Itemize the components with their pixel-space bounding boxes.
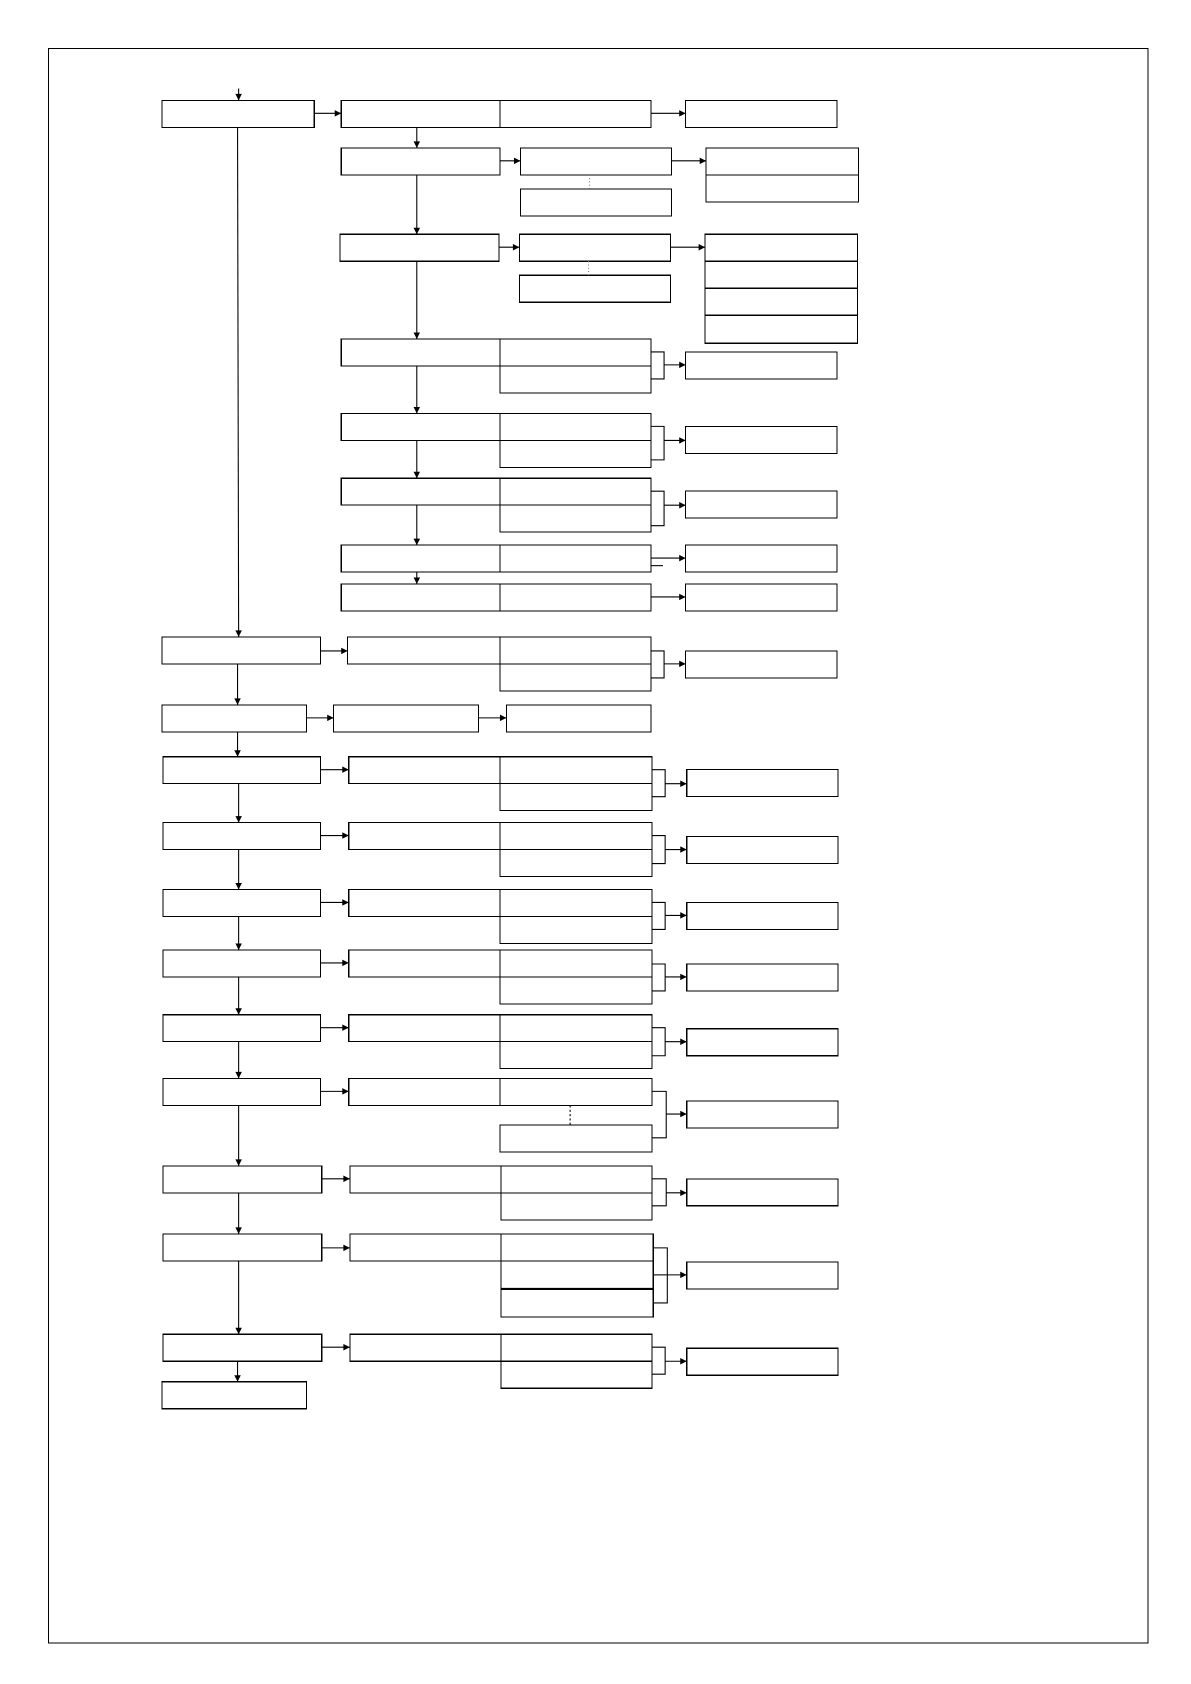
boxes <box>162 100 858 1408</box>
process-detail-box <box>500 100 651 127</box>
main-step-box <box>163 757 321 784</box>
process-detail-box <box>501 1361 652 1388</box>
outcome-list-item-box <box>705 234 857 261</box>
process-detail-box <box>500 413 651 440</box>
process-detail-box <box>500 850 652 877</box>
outcome-box <box>687 837 838 864</box>
process-detail-box <box>501 1334 652 1361</box>
process-detail-box <box>500 545 651 572</box>
outcome-box <box>687 770 838 797</box>
process-detail-box <box>500 889 652 916</box>
process-detail-box <box>500 366 651 393</box>
process-detail-box <box>500 1015 652 1042</box>
outcome-box <box>687 1348 838 1375</box>
bracket-connector <box>652 964 665 991</box>
process-detail-box <box>500 339 651 366</box>
main-step-box <box>163 1334 322 1361</box>
outcome-box <box>686 584 837 611</box>
outcome-list-item-box <box>706 148 858 175</box>
main-step-box <box>163 1166 322 1193</box>
process-box <box>341 413 500 440</box>
down-arrow <box>238 127 239 637</box>
outcome-list-item-box <box>705 261 857 288</box>
main-step-box <box>163 823 321 850</box>
process-box <box>341 148 500 175</box>
outcome-box <box>686 545 837 572</box>
process-box <box>341 545 500 572</box>
process-detail-box <box>501 1234 653 1261</box>
process-detail-box <box>501 1289 653 1317</box>
process-detail-box <box>500 637 651 664</box>
bracket-connector <box>652 902 665 929</box>
main-step-box <box>162 1382 307 1409</box>
outcome-box <box>686 491 837 518</box>
bracket-connector <box>651 491 664 526</box>
outcome-box <box>686 426 837 453</box>
outcome-box <box>686 352 837 379</box>
process-box <box>349 950 500 977</box>
outcome-box <box>687 1029 838 1056</box>
main-step-box <box>163 1078 321 1105</box>
main-step-box <box>163 950 321 977</box>
process-detail-box <box>501 1193 652 1220</box>
main-step-box <box>162 705 307 732</box>
bracket-connector <box>652 1091 666 1137</box>
outcome-list-item-box <box>705 288 857 315</box>
bracket-connector <box>652 1179 666 1206</box>
main-step-box <box>163 1234 322 1261</box>
boxes-stroke <box>162 100 858 1408</box>
outcome-box <box>506 705 651 732</box>
bracket-connector <box>651 426 664 459</box>
process-detail-box <box>500 478 651 505</box>
process-detail-box <box>500 950 652 977</box>
bracket-connector <box>652 836 665 864</box>
process-detail-box <box>500 823 652 850</box>
process-box <box>350 1234 501 1261</box>
sub-option-box <box>519 275 670 302</box>
sub-option-box <box>520 148 671 175</box>
process-detail-box <box>500 505 651 532</box>
main-step-box <box>163 1015 321 1042</box>
process-box <box>341 478 500 505</box>
sub-option-box <box>520 189 671 216</box>
outcome-box <box>687 1101 838 1128</box>
outcome-box <box>686 100 837 127</box>
bracket-connector <box>652 1028 665 1056</box>
process-box <box>350 1166 501 1193</box>
outcome-box <box>687 1179 838 1206</box>
process-box <box>334 705 479 732</box>
process-box <box>341 100 500 127</box>
bracket-connector <box>652 770 665 797</box>
process-box <box>348 637 500 664</box>
process-detail-box <box>500 1125 652 1152</box>
process-box <box>341 339 500 366</box>
process-box <box>349 1015 500 1042</box>
outcome-box <box>687 902 838 929</box>
process-box <box>350 1334 501 1361</box>
process-detail-box <box>500 916 652 943</box>
main-step-box <box>162 100 314 127</box>
bracket-connector <box>651 352 664 379</box>
outcome-list-item-box <box>706 175 858 202</box>
process-detail-box <box>501 1166 652 1193</box>
process-box <box>341 584 500 611</box>
bracket-connector <box>651 651 664 678</box>
outcome-box <box>687 1262 838 1289</box>
outcome-list-item-box <box>705 315 857 343</box>
process-detail-box <box>500 584 651 611</box>
main-step-box <box>163 889 321 916</box>
process-detail-box <box>500 1078 652 1105</box>
outcome-box <box>686 651 837 678</box>
process-detail-box <box>500 757 652 784</box>
bracket-connector <box>652 1347 665 1374</box>
process-detail-box <box>500 784 652 811</box>
process-detail-box <box>500 664 651 691</box>
process-detail-box <box>500 1042 652 1069</box>
process-detail-box <box>501 1261 653 1289</box>
process-box <box>349 889 500 916</box>
process-detail-box <box>500 977 652 1004</box>
process-detail-box <box>500 440 651 467</box>
process-box <box>349 757 500 784</box>
sub-option-box <box>519 234 670 261</box>
process-box <box>349 823 500 850</box>
outcome-box <box>687 964 838 991</box>
process-box <box>349 1078 500 1105</box>
main-step-box <box>162 637 321 664</box>
process-box <box>340 234 499 261</box>
